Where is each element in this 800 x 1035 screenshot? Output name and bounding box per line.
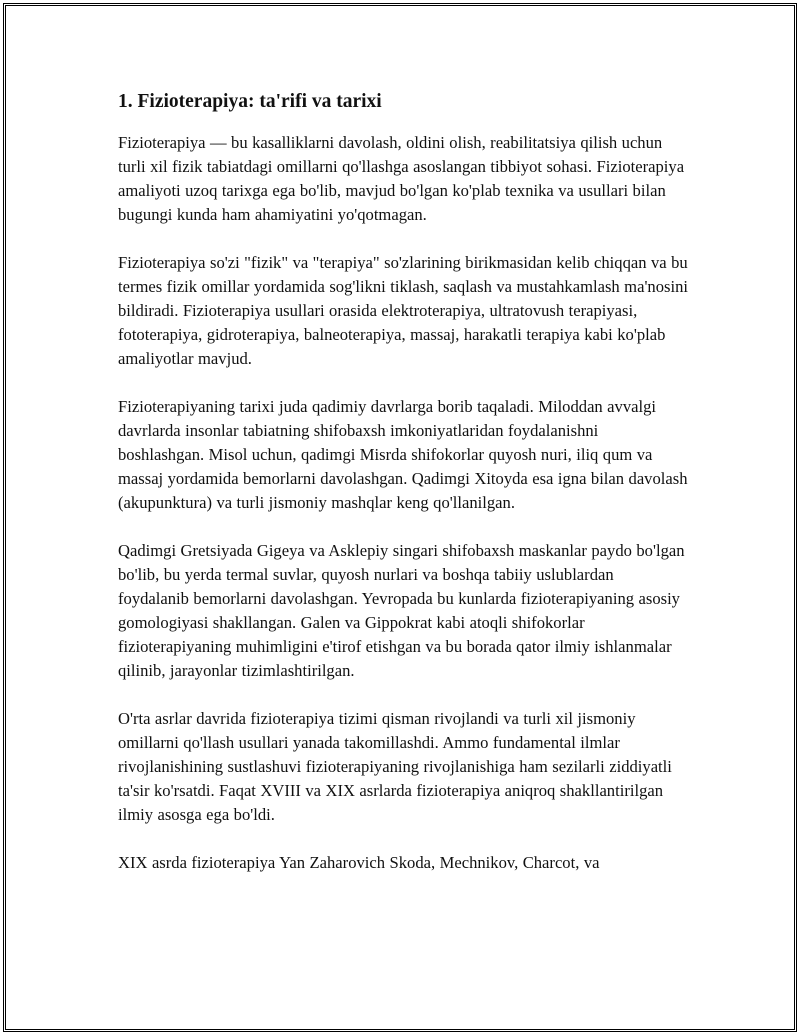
paragraph-ancient-greece: Qadimgi Gretsiyada Gigeya va Asklepiy singari shifobaxsh maskanlar paydo bo'lgan bo'lib, bu yerda termal suvlar, quyosh nurlari va boshqa tabiiy uslublardan foydalanib bemorlarni davolashgan. Yevropada bu kunlarda fizioterapiyaning asosiy gomologiyasi shakllangan. Galen va Gippokrat kabi atoqli shifokorlar fizioterapiyaning muhimligini e'tirof etishgan va bu borada qator ilmiy ishlanmalar qilinib, jarayonlar tizimlashtirilgan. bbox=[118, 541, 685, 680]
paragraph-nineteenth-century: XIX asrda fizioterapiya Yan Zaharovich Skoda, Mechnikov, Charcot, va bbox=[118, 853, 600, 872]
paragraph-middle-ages: O'rta asrlar davrida fizioterapiya tizimi qisman rivojlandi va turli xil jismoniy omillarni qo'llash usullari yanada takomillashdi. Ammo fundamental ilmlar rivojlanishining sustlashuvi fizioterapiyaning rivojlanishiga ham sezilarli ziddiyatli ta'sir ko'rsatdi. Faqat XVIII va XIX asrlarda fizioterapiya aniqroq shakllantirilgan ilmiy asosga ega bo'ldi. bbox=[118, 709, 672, 824]
paragraph-etymology: Fizioterapiya so'zi "fizik" va "terapiya" so'zlarining birikmasidan kelib chiqqan va bu termes fizik omillar yordamida sog'likni tiklash, saqlash va mustahkamlash ma'nosini bildiradi. Fizioterapiya usullari orasida elektroterapiya, ultratovush terapiyasi, fototerapiya, gidroterapiya, balneoterapiya, massaj, harakatli terapiya kabi ko'plab amaliyotlar mavjud. bbox=[118, 253, 688, 368]
paragraph-definition: Fizioterapiya — bu kasalliklarni davolash, oldini olish, reabilitatsiya qilish uchun turli xil fizik tabiatdagi omillarni qo'llashga asoslangan tibbiyot sohasi. Fizioterapiya amaliyoti uzoq tarixga ega bo'lib, mavjud bo'lgan ko'plab texnika va usullari bilan bugungi kunda ham ahamiyatini yo'qotmagan. bbox=[118, 133, 685, 224]
paragraph-ancient-history: Fizioterapiyaning tarixi juda qadimiy davrlarga borib taqaladi. Miloddan avvalgi davrlarda insonlar tabiatning shifobaxsh imkoniyatlaridan foydalanishni boshlashgan. Misol uchun, qadimgi Misrda shifokorlar quyosh nuri, iliq qum va massaj yordamida bemorlarni davolashgan. Qadimgi Xitoyda esa igna bilan davolash (akupunktura) va turli jismoniy mashqlar keng qo'llanilgan. bbox=[118, 397, 688, 512]
section-heading: 1. Fizioterapiya: ta'rifi va tarixi bbox=[118, 91, 382, 112]
document-body bbox=[118, 90, 688, 899]
